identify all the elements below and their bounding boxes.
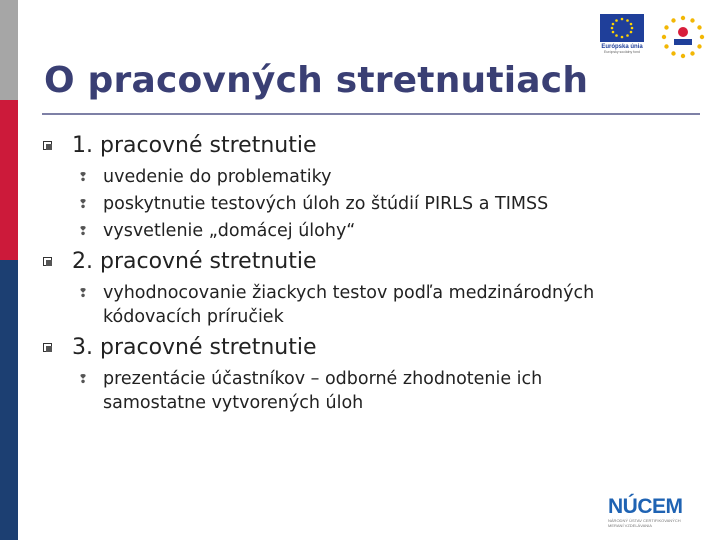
square-bullet-icon: [43, 343, 52, 352]
meeting-heading-3: [42, 334, 692, 362]
meeting-3-item-1: [42, 367, 692, 415]
meeting-heading-2: [42, 248, 692, 276]
meeting-1-item-3: [42, 219, 692, 243]
square-bullet-icon: [43, 141, 52, 150]
slide-title: O pracovných stretnutiach: [44, 60, 589, 101]
side-bar-red-segment: [0, 100, 18, 260]
square-bullet-icon: [43, 257, 52, 266]
meeting-2-item-1-line-2: kódovacích príručiek: [103, 307, 284, 327]
meeting-1-item-2-text: poskytnutie testových úloh zo štúdií PIRLS a TIMSS: [103, 194, 549, 214]
eu-logo: [598, 14, 646, 60]
eu-logo-sublabel: Európsky sociálny fond: [604, 50, 640, 54]
title-underline-divider: [42, 113, 700, 115]
meeting-heading-1-text: 1. pracovné stretnutie: [72, 133, 317, 158]
side-bar-navy-segment: [0, 260, 18, 540]
meeting-1-item-2: [42, 192, 692, 216]
chevron-bullet-icon: ❢: [78, 170, 89, 184]
meeting-3-item-1-line-1: prezentácie účastníkov – odborné zhodnotenie ich: [103, 369, 543, 389]
esf-star-ring-logo-icon: [660, 14, 706, 60]
meeting-heading-3-text: 3. pracovné stretnutie: [72, 335, 317, 360]
chevron-bullet-icon: ❢: [78, 372, 89, 386]
eu-flag-icon: [600, 14, 644, 42]
meeting-1-item-3-text: vysvetlenie „domácej úlohy“: [103, 221, 356, 241]
meeting-1-item-1-text: uvedenie do problematiky: [103, 167, 332, 187]
chevron-bullet-icon: ❢: [78, 197, 89, 211]
meeting-1-item-1: [42, 165, 692, 189]
slide-content: [42, 132, 692, 415]
nucem-logo: [608, 496, 688, 528]
meeting-2-item-1-line-1: vyhodnocovanie žiackych testov podľa medzinárodných: [103, 283, 595, 303]
meeting-heading-1: [42, 132, 692, 160]
header-logos: [598, 14, 706, 60]
nucem-logo-text: NÚCEM: [608, 495, 683, 518]
side-color-bar: [0, 0, 18, 540]
meeting-heading-2-text: 2. pracovné stretnutie: [72, 249, 317, 274]
chevron-bullet-icon: ❢: [78, 286, 89, 300]
nucem-logo-subtext: NÁRODNÝ ÚSTAV CERTIFIKOVANÝCH MERANÍ VZDELÁVANIA: [608, 518, 681, 528]
meeting-3-item-1-line-2: samostatne vytvorených úloh: [103, 393, 364, 413]
chevron-bullet-icon: ❢: [78, 224, 89, 238]
side-bar-grey-segment: [0, 0, 18, 100]
meeting-2-item-1: [42, 281, 692, 329]
eu-logo-label: Európska únia: [601, 44, 643, 50]
